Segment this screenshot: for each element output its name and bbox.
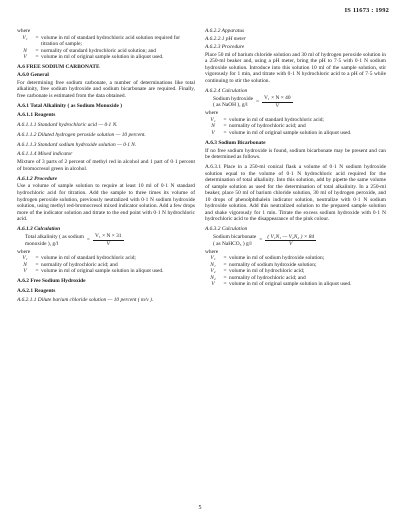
paragraph: A.6.3.1 Place in a 250-ml conical flask a volume of 0·1 N sodium hydroxide solution equal to the volume of 0·1 N hydrochloric acid required for the determination of total alkalinity. Into this solution, add by pipette the same volume of sample solution as used for the determination of total alkalinity. In a 250-ml beaker, place 50 ml of barium chloride solution, 30 ml of hydrogen peroxide, and 10 drops of phenolphthalein indicator solution, neutralize with 0·1 N sodium hydroxide solution. Add this neutralized solution to the prepared sample solution and shake vigorously for 1 min. Titrate the excess sodium hydroxide with 0·1 N hydrochloric acid to the disappearance of the pink colour. xyxy=(205,163,386,223)
formula: Total alkalinity ( as sodium monoxide ), g/l = $\frac{\text{V₁ × N × 31}}{V}$ xyxy=(25,233,122,248)
paragraph: For determining free sodium carbonate, a number of determinations like total alkalinity, free sodium hydroxide and sodium bicarbonate are required. Finally, free carbonate is estimated from the data obtained. xyxy=(17,79,195,99)
definition-row: V₁ = volume in ml of standard hydrochloric acid; xyxy=(210,116,324,123)
fraction: $\frac{\text{( V₁N₁ — V₂N₂ ) × 84}}{V}$ xyxy=(267,233,315,248)
definition-row: V₁ = volume in ml of sodium hydroxide solution; xyxy=(210,255,325,262)
clause: A.6.2.4 Calculation xyxy=(205,87,248,94)
clause: A.6.2.1.1 Dilute barium chloride solution — 10 percent ( m/v ). xyxy=(17,297,154,304)
paragraph: Mixture of 3 parts of 2 percent of methyl red in alcohol and 1 part of 0·1 percent of bromocresol green in alcohol. xyxy=(17,159,195,172)
definition-row: V = volume in ml of original sample solution in aliquot used. xyxy=(211,281,352,288)
section-heading: A.6.1.3 Calculation xyxy=(17,225,61,232)
definition-row: V₂ = volume in ml of hydrochloric acid; xyxy=(210,268,305,275)
section-heading: A.6.1 Total Alkalinity ( as Sodium Monoxide ) xyxy=(17,102,122,109)
where-label: where xyxy=(17,28,31,34)
definition-row: N = normality of standard hydrochloric acid solution; and xyxy=(23,47,156,54)
definition-row: N₂ = normality of hydrochloric acid; and xyxy=(210,274,306,281)
standard-number-header: IS 11673 : 1992 xyxy=(344,7,389,14)
definition-row: N = normality of hydrochloric acid; and xyxy=(211,123,306,130)
paragraph: Use a volume of sample solution to require at least 10 ml of 0·1 N standard hydrochloric acid for titration. Add the sample to three times its volume of hydrogen peroxide solution, previously neutralized with 0·1 N sodium hydroxide solution, using methyl red-bromocresol mixed indicator solution. Add a few drops more of the indicator solution and titrate to the end point with 0·1 N hydrochloric acid. xyxy=(17,183,195,223)
clause: A.6.2.3 Procedure xyxy=(205,43,245,50)
definition-row: V = volume in ml of original sample solution in aliquot used. xyxy=(211,130,352,137)
right-column xyxy=(205,28,386,288)
clause: A.6.1.1.2 Diluted hydrogen peroxide solution — 10 percent. xyxy=(17,131,146,138)
definition-row: V₁ = volume in ml of standard hydrochloric acid; xyxy=(22,255,136,262)
definition-list xyxy=(17,35,195,61)
definition-row: V = volume in ml of original sample solution in aliquot used. xyxy=(23,268,164,275)
clause: A.6.1.1.4 Mixed indicator xyxy=(17,151,73,158)
where-label: where xyxy=(205,248,219,255)
clause: A.6.3.2 Calculation xyxy=(205,226,248,233)
section-heading: A.6.3 Sodium Bicarbonate xyxy=(205,139,266,146)
fraction: $\frac{\text{V₁ × N × 31}}{V}$ xyxy=(94,233,122,248)
section-heading: A.6.2 Free Sodium Hydroxide xyxy=(17,277,86,284)
paragraph: If no free sodium hydroxide is found, sodium bicarbonate may be present and can be determined as follows. xyxy=(205,147,386,161)
definition-row: N₁ = normality of sodium hydroxide solution; xyxy=(210,261,317,268)
section-heading: A.6.0 General xyxy=(17,71,49,78)
definition-row: V₁ = volume in ml of standard hydrochloric acid solution required for titration of sample; xyxy=(22,34,181,48)
definition-list xyxy=(205,117,386,137)
fraction: $\frac{\text{V₁ × N × 40}}{V}$ xyxy=(264,95,291,109)
where-label: where xyxy=(17,248,31,255)
paragraph: Place 50 ml of barium chloride solution and 30 ml of hydrogen peroxide solution in a 250-ml beaker and, using a pH meter, bring the pH to 7·5 with 0·1 N sodium hydroxide solution. Introduce into this solution 10 ml of the sample solution, stir vigorously for 1 min, and titrate with 0·1 N hydrochloric acid to a pH of 7·5 while continuing to stir the solution. xyxy=(205,51,386,84)
left-column xyxy=(17,28,195,304)
page-number: 5 xyxy=(198,505,202,511)
definition-list xyxy=(205,255,386,288)
formula: Sodium bicarbonate ( as NaHCO₃ ) g/l = $\frac{\text{( V₁N₁ — V₂N₂ ) × 84}}{V}$ xyxy=(213,233,315,248)
where-label: where xyxy=(205,110,219,117)
clause: A.6.1.1.1 Standard hydrochloric acid — 0·1 N. xyxy=(17,122,118,129)
section-heading: A.6.2.1 Reagents xyxy=(17,287,56,294)
definition-row: N = normality of hydrochloric acid; and xyxy=(23,261,118,268)
clause: A.6.2.2.1 pH meter xyxy=(205,35,247,42)
section-heading: A.6.1.2 Procedure xyxy=(17,175,58,182)
section-heading: A.6.1.1 Reagents xyxy=(17,112,56,119)
definition-list xyxy=(17,255,195,275)
clause: A.6.1.1.3 Standard sodium hydroxide solution — 0·1 N. xyxy=(17,141,137,148)
definition-row: V = volume in ml of original sample solution in aliquot used. xyxy=(23,54,164,61)
clause: A.6.2.2 Apparatus xyxy=(205,28,245,34)
formula: Sodium hydroxide ( as NaOH ), g/l = $\frac{\text{V₁ × N × 40}}{V}$ xyxy=(213,95,291,109)
section-heading: A.6 FREE SODIUM CARBONATE xyxy=(17,63,100,70)
